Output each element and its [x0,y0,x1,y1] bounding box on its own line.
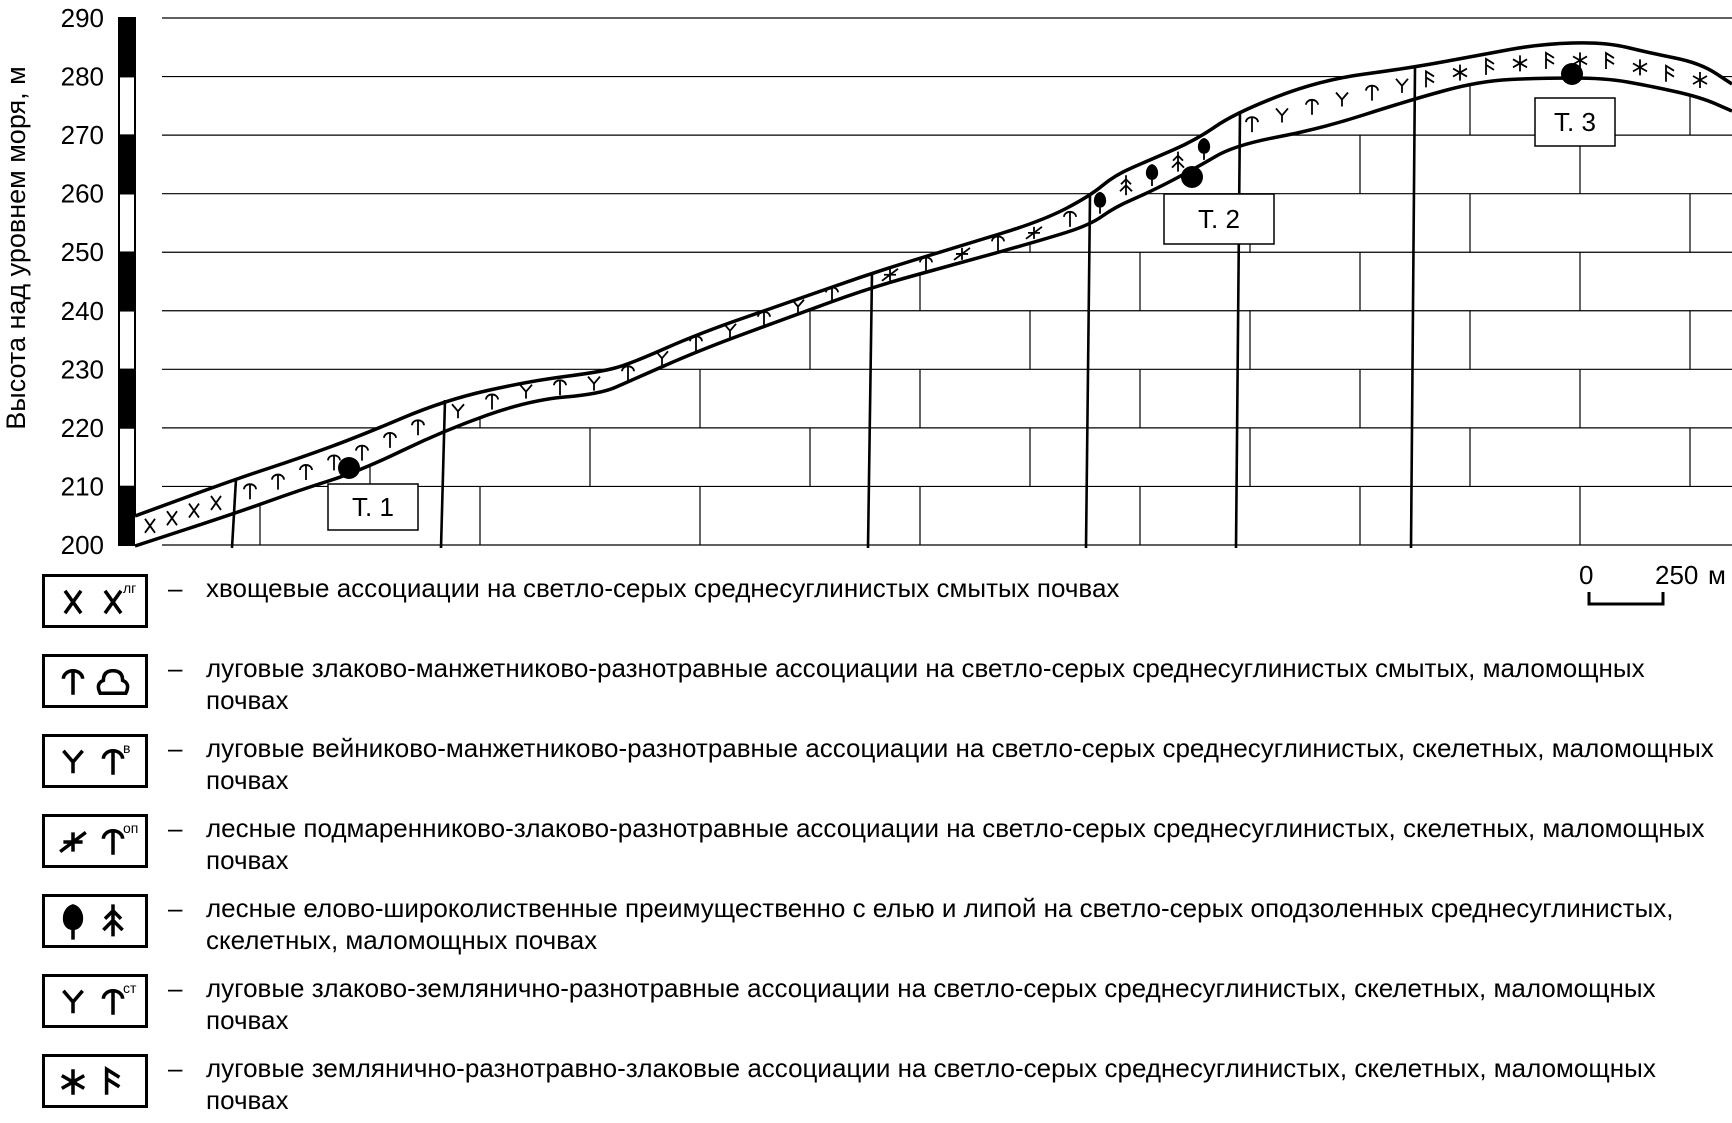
scale-bar-segment [119,194,135,253]
y-tick-label: 250 [60,237,104,268]
y-tick-label: 270 [60,120,104,151]
legend-symbol-meadow-forb-mantle [42,654,148,708]
scale-end-label: 250 [1655,560,1699,590]
legend-dash: – [168,573,183,603]
legend-dash: – [168,973,183,1003]
y-tick-label: 200 [60,530,104,560]
section-divider [1086,196,1090,548]
legend-dash: – [168,733,183,763]
soil-band [135,42,1732,546]
soil-base-line [135,78,1732,546]
scale-bar-segment [119,311,135,370]
y-tick-label: 260 [60,178,104,209]
elevation-scale-bar [119,18,135,545]
y-tick-label: 230 [60,354,104,385]
scale-bar-segment [119,369,135,428]
y-tick-label: 240 [60,295,104,326]
scale-start-label: 0 [1579,560,1594,590]
legend-description: луговые злаково-землянично-разнотравные ассоциации на светло-серых среднесуглинистых, скелетных, маломощных почвах [206,973,1656,1035]
section-divider [1236,111,1240,548]
legend-description: луговые землянично-разнотравно-злаковые ассоциации на светло-серых среднесуглинистых, скелетных, маломощных почвах [206,1053,1656,1115]
legend-symbol-spruce-linden [42,894,148,948]
svg-text:оп: оп [123,820,139,836]
svg-text:ст: ст [123,980,137,996]
svg-text:лг: лг [123,580,137,596]
observation-point [328,457,418,530]
legend-description: хвощевые ассоциации на светло-серых среднесуглинистых смытых почвах [206,573,1120,603]
legend-dash: – [168,813,183,843]
scale-bar-segment [119,252,135,311]
legend-symbol-grass-strawberry [42,974,148,1028]
legend-description: лесные подмаренниково-злаково-разнотравные ассоциации на светло-серых среднесуглинистых, скелетных, маломощных почвах [206,813,1705,875]
scale-bar-segment [119,77,135,136]
legend-symbol-horsetail [42,574,148,628]
y-tick-label: 280 [60,61,104,92]
legend-symbol-strawberry-grass [42,1054,148,1108]
terrain-profile [0,0,1732,560]
scale-bar-segment [119,428,135,487]
observation-point-label: Т. 3 [1554,107,1596,137]
legend-symbol-bedstraw-forb [42,814,148,868]
y-axis-label: Высота над уровнем моря, м [1,66,31,430]
scale-bar-segment [119,135,135,194]
observation-point-label: Т. 2 [1198,204,1240,234]
section-divider [1411,67,1415,548]
scale-bar-segment [119,486,135,545]
scale-unit-label: м [1708,560,1726,590]
section-divider [868,273,872,548]
y-tick-label: 210 [60,471,104,502]
y-tick-label: 220 [60,412,104,443]
legend-symbol-reedgrass-forb [42,734,148,788]
observation-point-label: Т. 1 [352,492,394,522]
observation-points [328,63,1615,530]
legend-description: лесные елово-широколиственные преимущественно с елью и липой на светло-серых оподзоленных среднесуглинистых, скелетных, маломощных почвах [206,893,1674,955]
bedrock-pattern [150,18,1690,545]
legend-dash: – [168,1053,183,1083]
y-tick-labels [61,3,104,560]
legend-dash: – [168,893,183,923]
legend-dash: – [168,653,183,683]
elevation-gridlines [162,18,1732,545]
svg-text:в: в [123,740,131,756]
scale-bar-segment [119,18,135,77]
legend-description: луговые вейниково-манжетниково-разнотравные ассоциации на светло-серых среднесуглинистых, скелетных, маломощных почвах [206,733,1714,795]
legend-description: луговые злаково-манжетниково-разнотравные ассоциации на светло-серых среднесуглинистых смытых, маломощных почвах [206,653,1645,715]
y-tick-label: 290 [60,3,104,33]
